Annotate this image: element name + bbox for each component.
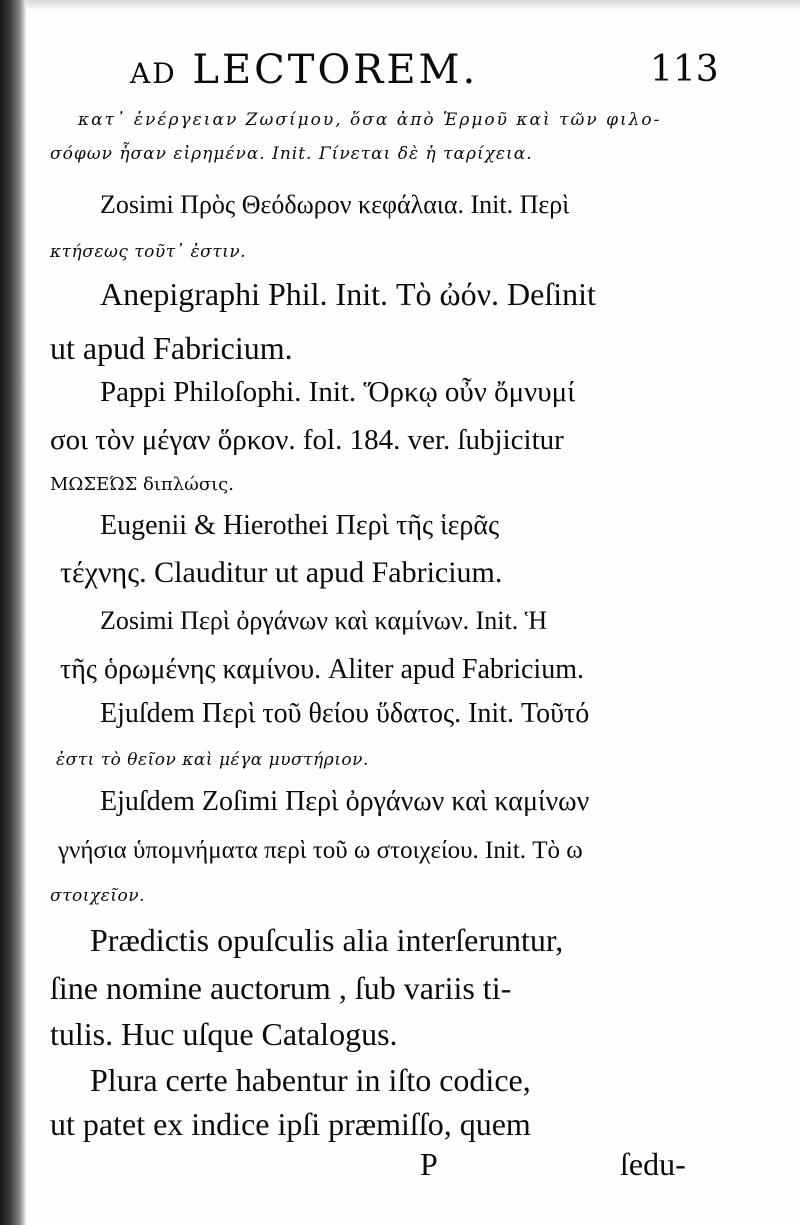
paragraph-line: ſine nomine auctorum , ſub variis ti- bbox=[50, 970, 512, 1006]
paragraph-line: Prædictis opuſculis alia interſeruntur, bbox=[90, 922, 564, 958]
text-line: κατ᾽ ἐνέργειαν Ζωσίμου, ὅσα ἀπὸ Ἑρμοῦ καὶ τῶν φιλο- bbox=[78, 110, 662, 130]
signature-mark: P bbox=[420, 1146, 438, 1182]
text-line: γνήσια ὑπομνήματα περὶ τοῦ ω στοιχείου. Init. Τὸ ω bbox=[58, 837, 583, 864]
paragraph-line: tulis. Huc uſque Catalogus. bbox=[50, 1016, 398, 1052]
entry-eugenii-hierothei: Eugenii & Hierothei Περὶ τῆς ἱερᾶς bbox=[100, 510, 500, 541]
page-gutter-shadow bbox=[0, 0, 26, 1225]
entry-anepigraphi: Anepigraphi Phil. Init. Τὸ ὠόν. Deſinit bbox=[100, 276, 596, 312]
text-line bbox=[50, 146, 533, 163]
text-line: ΜΩΣΕΏΣ διπλώσις. bbox=[50, 474, 234, 495]
paragraph-line: ut patet ex indice ipſi præmiſſo, quem bbox=[50, 1106, 531, 1142]
running-title-prefix: AD bbox=[130, 57, 177, 90]
text-line: ut apud Fabricium. bbox=[50, 330, 293, 366]
paragraph-line: Plura certe habentur in iſto codice, bbox=[90, 1062, 531, 1098]
text-line: σοι τὸν μέγαν ὅρκον. fol. 184. ver. ſubjicitur bbox=[50, 424, 564, 456]
entry-zosimi-organon: Zosimi Περὶ ὀργάνων καὶ καμίνων. Init. Ἡ bbox=[100, 606, 548, 635]
entry-ejusdem-zosimi: Ejuſdem Zoſimi Περὶ ὀργάνων καὶ καμίνων bbox=[100, 786, 590, 817]
page-number: 113 bbox=[650, 49, 719, 90]
text-line: στοιχεῖον. bbox=[50, 886, 145, 906]
running-title bbox=[130, 47, 479, 93]
entry-zosimi-theodoron: Zosimi Πρὸς Θεόδωρον κεφάλαια. Init. Περὶ bbox=[100, 190, 570, 219]
entry-pappi: Pappi Philoſophi. Init. Ὅρκῳ οὖν ὄμνυμί bbox=[100, 376, 576, 408]
page-top-shadow bbox=[26, 0, 800, 10]
text-line: τῆς ὁρωμένης καμίνου. Aliter apud Fabricium. bbox=[60, 654, 584, 685]
catchword: ſedu- bbox=[620, 1146, 686, 1182]
text-line-content: σόφων ἦσαν εἰρημένα. Init. Γίνεται δὲ ἡ ταρίχεια. bbox=[50, 144, 533, 164]
entry-ejusdem-hydatos: Ejuſdem Περὶ τοῦ θείου ὕδατος. Init. Τοῦτό bbox=[100, 698, 590, 729]
running-header bbox=[130, 47, 730, 94]
running-title-main: LECTOREM. bbox=[192, 47, 479, 93]
text-line: τέχνης. Clauditur ut apud Fabricium. bbox=[60, 556, 503, 589]
text-line: κτήσεως τοῦτ᾽ ἐστιν. bbox=[50, 242, 247, 262]
text-line: ἐστι τὸ θεῖον καὶ μέγα μυστήριον. bbox=[56, 750, 369, 770]
